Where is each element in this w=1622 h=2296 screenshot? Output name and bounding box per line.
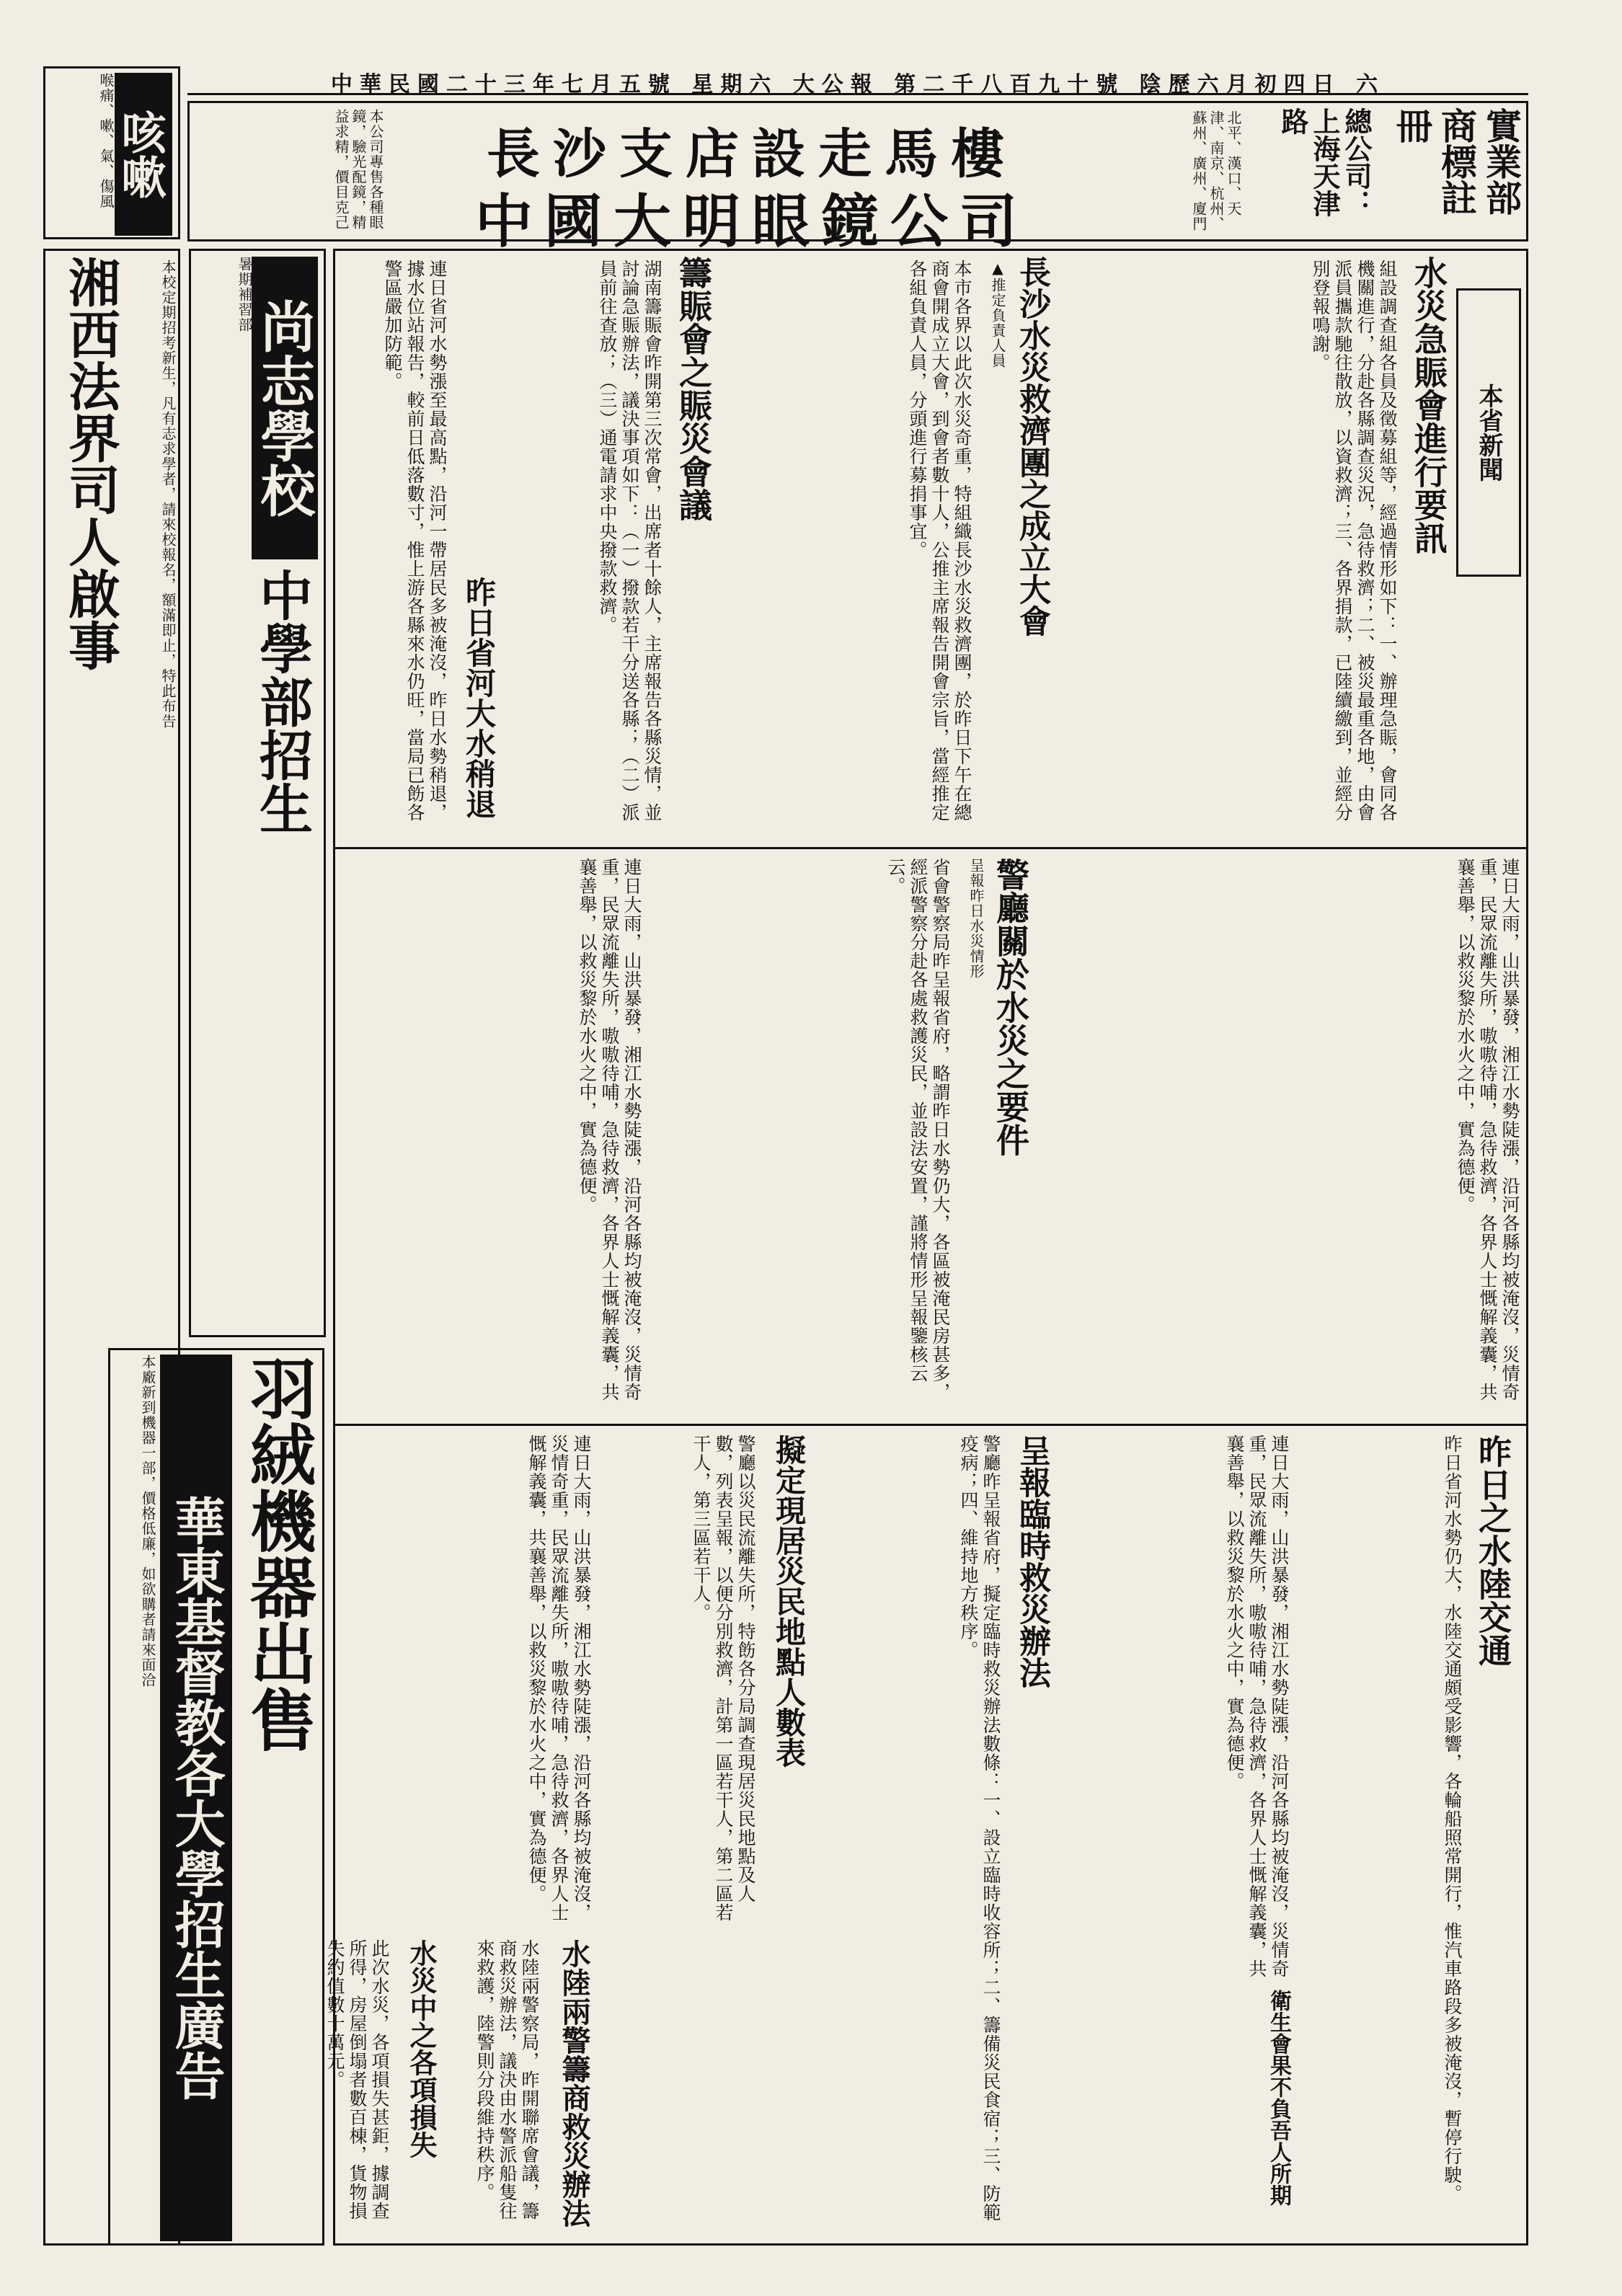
article-title: 呈報臨時救災辦法 — [1014, 1435, 1050, 1688]
ad-feather-body: 本廠新到機器一部，價格低廉，如欲購者請來面洽 — [139, 1355, 156, 1688]
ad-feather — [108, 1348, 324, 2246]
dateline-text: 中華民國二十三年七月五號 星期六 大公報 第二千八百九十號 陰歷六月初四日 六 — [330, 72, 1386, 97]
ad-law-notice: 湘西法界司人啟事 — [60, 256, 121, 671]
article-body: 警廳以災民流離失所，特飭各分局調查現居災民地點及人數，列表呈報，以便分別救濟，計第一區若干人，第二區若干人，第三區若干人。 — [691, 1435, 756, 1922]
ad-shangzhi-note: 暑期補習部 — [236, 257, 253, 332]
ad-feather-title: 羽絨機器出售 — [239, 1355, 317, 1752]
article-body: 本市各界以此次水災奇重，特組織長沙水災救濟團，於昨日下午在總商會開成立大會，到會者數十人，公推主席報告開會宗旨，當經推定各組負責人員，分頭進行募捐事宜。 — [907, 260, 972, 822]
top-ad-cities: 北平、漢口、天津、南京、杭州、蘇州、廣州、廈門 — [1190, 110, 1242, 231]
dateline-bar — [187, 66, 1528, 95]
article-body: 省會警察局昨呈報省府，略謂昨日水勢仍大，各區被淹民房甚多，經派警察分赴各處救護災民，並設法安置，謹將情形呈報鑒核云云。 — [885, 858, 951, 1401]
filler-text: 連日大雨，山洪暴發，湘江水勢陡漲，沿河各縣均被淹沒，災情奇重，民眾流離失所，嗷嗷待哺，急待救濟，各界人士慨解義囊，共襄善舉，以救災黎於水火之中，實為德便。 — [1224, 1435, 1290, 1978]
article-body: 昨日省河水勢仍大，水陸交通頗受影響，各輪船照常開行，惟汽車路段多被淹沒，暫停行駛。 — [1442, 1435, 1463, 2203]
article-body: 此次水災，各項損失甚鉅，據調查所得，房屋倒塌者數百棟，貨物損失約值數十萬元。 — [324, 1939, 390, 2220]
top-ad-headoffice: 總公司：上海天津路 — [1277, 107, 1373, 217]
ad-shangzhi — [189, 249, 326, 1337]
ad-shangzhi-sub: 中學部招生 — [251, 568, 313, 835]
top-ad-branch: 長沙支店設走馬樓 — [487, 123, 1017, 185]
section-tag — [1456, 288, 1521, 577]
article-title: 擬定現居災民地點人數表 — [771, 1435, 807, 1768]
filler-text: 連日大雨，山洪暴發，湘江水勢陡漲，沿河各縣均被淹沒，災情奇重，民眾流離失所，嗷嗷待哺，急待救濟，各界人士慨解義囊，共襄善舉，以救災黎於水火之中，實為德便。 — [526, 1435, 592, 1922]
article-subtitle: ▲推定負責人員 — [989, 260, 1006, 368]
corner-ad-cough — [43, 66, 180, 239]
top-ad-note: 本公司專售各種眼鏡，驗光配鏡，精益求精，價目克己 — [332, 109, 384, 230]
article-title: 籌賑會之賑災會議 — [674, 256, 713, 521]
ad-shangzhi-title: 尚志學校 — [252, 257, 318, 559]
article-body: 組設調查組各員及徵募組等，經過情形如下：一、辦理急賑，會同各機關進行，分赴各縣調查災況，急待救濟；二、被災最重各地，由會派員攜款馳往散放，以資救濟；三、各界捐款，已陸續繳到，並經分別登報鳴謝。 — [1310, 260, 1398, 822]
section-tag-text: 本省新聞 — [1474, 384, 1503, 482]
band-rule-2 — [333, 1424, 1528, 1426]
article-body: 警廳昨呈報省府，擬定臨時救災辦法數條：一、設立臨時收容所；二、籌備災民食宿；三、防範疫病；四、維持地方秩序。 — [958, 1435, 1001, 2222]
corner-ad-note: 喉痛、嗽、氣、傷風 — [97, 73, 115, 209]
top-ad-company: 中國大明眼鏡公司 — [475, 187, 1029, 255]
corner-ad-title: 咳嗽 — [115, 73, 172, 236]
article-title: 水陸兩警籌商救災辦法 — [557, 1939, 591, 2228]
article-title: 昨日省河大水稍退 — [461, 577, 497, 819]
top-ad-registration: 實業部商標註冊 — [1391, 107, 1523, 216]
ad-law-body: 本校定期招考新生，凡有志求學者，請來校報名，額滿即止，特此布告 — [159, 260, 177, 729]
article-body: 湖南籌賑會昨開第三次常會，出席者十餘人，主席報告各縣災情，並討論急賑辦法，議決事項如下：（一）撥款若干分送各縣；（二）派員前往查放；（三）通電請求中央撥款救濟。 — [597, 260, 662, 822]
article-title: 水災急賑會進行要訊 — [1409, 256, 1448, 554]
article-title: 昨日之水陸交通 — [1473, 1435, 1512, 1667]
ad-huaqiao-title: 華東基督教各大學招生廣告 — [160, 1355, 232, 2241]
band-rule-1 — [333, 847, 1528, 849]
article-body: 連日省河水勢漲至最高點，沿河一帶居民多被淹沒，昨日水勢稍退，據水位站報告，較前日低落數寸，惟上游各縣來水仍旺，當局已飭各警區嚴加防範。 — [382, 260, 448, 822]
filler-text: 連日大雨，山洪暴發，湘江水勢陡漲，沿河各縣均被淹沒，災情奇重，民眾流離失所，嗷嗷待哺，急待救濟，各界人士慨解義囊，共襄善舉，以救災黎於水火之中，實為德便。 — [1455, 858, 1520, 1401]
article-title: 警廳關於水災之要件 — [991, 858, 1030, 1156]
article-subtitle: 呈報昨日水災情形 — [967, 858, 985, 979]
article-body: 水陸兩警察局，昨開聯席會議，籌商救災辦法，議決由水警派船隻往來救護，陸警則分段維持秩序。 — [474, 1939, 540, 2220]
article-title: 衛生會果不負吾人所期 — [1266, 1990, 1291, 2206]
top-ad-eyeglass — [187, 101, 1528, 255]
article-title: 長沙水災救濟團之成立大會 — [1014, 256, 1050, 637]
filler-text: 連日大雨，山洪暴發，湘江水勢陡漲，沿河各縣均被淹沒，災情奇重，民眾流離失所，嗷嗷待哺，急待救濟，各界人士慨解義囊，共襄善舉，以救災黎於水火之中，實為德便。 — [577, 858, 642, 1401]
article-title: 水災中之各項損失 — [405, 1939, 438, 2158]
